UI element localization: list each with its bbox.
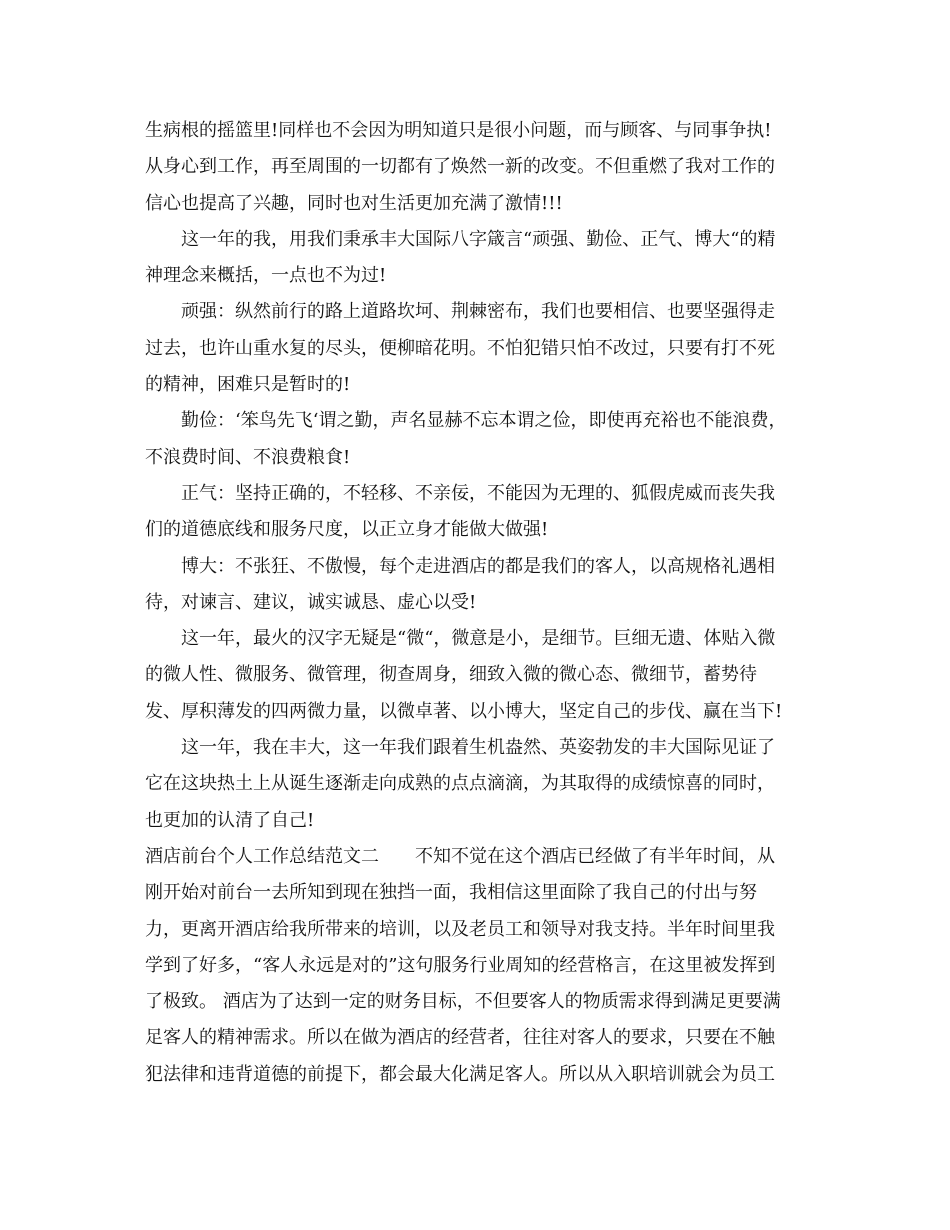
text-line: 神理念来概括，一点也不为过! — [145, 265, 387, 287]
text-line: 它在这块热土上从诞生逐渐走向成熟的点点滴滴，为其取得的成绩惊喜的同时， — [145, 773, 775, 795]
text-line: 足客人的精神需求。所以在做为酒店的经营者，往往对客人的要求，只要在不触 — [145, 1027, 775, 1049]
text-line: 的微人性、微服务、微管理，彻查周身，细致入微的微心态、微细节，蓄势待 — [145, 664, 757, 686]
section-heading-line: 酒店前台个人工作总结范文二 不知不觉在这个酒店已经做了有半年时间，从 — [145, 845, 775, 867]
text-line: 的精神，困难只是暂时的! — [145, 374, 351, 396]
text-line: 这一年，最火的汉字无疑是“微“，微意是小，是细节。巨细无遗、体贴入微 — [145, 628, 776, 650]
text-line: 生病根的摇篮里!同样也不会因为明知道只是很小问题，而与顾客、与同事争执! — [145, 120, 772, 141]
text-line: 学到了好多，“客人永远是对的”这句服务行业周知的经营格言，在这里被发挥到 — [145, 954, 776, 976]
text-line: 了极致。 酒店为了达到一定的财务目标，不但要客人的物质需求得到满足更要满 — [145, 991, 781, 1013]
text-line: 正气：坚持正确的，不轻移、不亲佞，不能因为无理的、狐假虎威而丧失我 — [145, 482, 775, 504]
text-line: 从身心到工作，再至周围的一切都有了焕然一新的改变。不但重燃了我对工作的 — [145, 156, 775, 178]
text-line: 过去，也许山重水复的尽头，便柳暗花明。不怕犯错只怕不改过，只要有打不死 — [145, 337, 775, 359]
text-line: 这一年，我在丰大，这一年我们跟着生机盎然、英姿勃发的丰大国际见证了 — [145, 737, 775, 759]
text-line: 这一年的我，用我们秉承丰大国际八字箴言“顽强、勤俭、正气、博大“的精 — [145, 228, 776, 250]
document-body — [145, 113, 810, 1093]
text-line: 刚开始对前台一去所知到现在独挡一面，我相信这里面除了我自己的付出与努 — [145, 882, 757, 904]
text-line: 也更加的认清了自己! — [145, 809, 315, 831]
text-line: 犯法律和违背道德的前提下，都会最大化满足客人。所以从入职培训就会为员工 — [145, 1063, 775, 1085]
text-line: 待，对谏言、建议，诚实诚恳、虚心以受! — [145, 591, 477, 613]
text-line: 博大：不张狂、不傲慢，每个走进酒店的都是我们的客人，以高规格礼遇相 — [145, 555, 775, 577]
text-line: 们的道德底线和服务尺度，以正立身才能做大做强! — [145, 519, 549, 541]
text-line: 发、厚积薄发的四两微力量，以微卓著、以小博大，坚定自己的步伐、赢在当下! — [145, 700, 783, 722]
text-line: 不浪费时间、不浪费粮食! — [145, 446, 351, 468]
text-line: 勤俭：‘笨鸟先飞‘谓之勤，声名显赫不忘本谓之俭，即使再充裕也不能浪费， — [145, 410, 787, 432]
text-line: 顽强：纵然前行的路上道路坎坷、荆棘密布，我们也要相信、也要坚强得走 — [145, 301, 775, 323]
text-line: 力，更离开酒店给我所带来的培训，以及老员工和领导对我支持。半年时间里我 — [145, 918, 775, 940]
text-line: 信心也提高了兴趣，同时也对生活更加充满了激情!!! — [145, 192, 563, 214]
